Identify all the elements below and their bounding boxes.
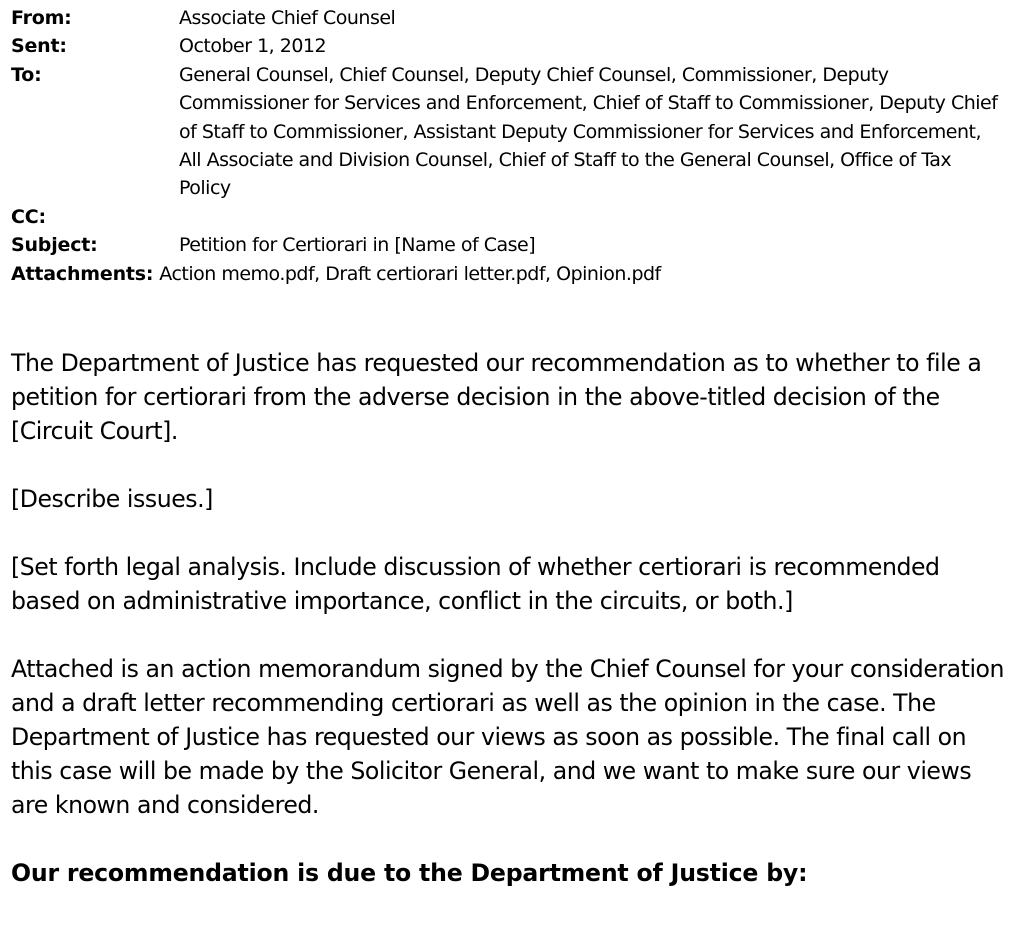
- cc-row: [11, 203, 1006, 231]
- to-label: To:: [11, 63, 42, 86]
- due-date-line: Our recommendation is due to the Department of Justice by:: [11, 859, 808, 887]
- body-paragraph: Attached is an action memorandum signed by the Chief Counsel for your consideration and a draft letter recommending certiorari as well as the opinion in the case. The Department of Justice has requested our views as soon as possible. The final call on this case will be made by the Solicitor General, and we want to make sure our views are known and considered.: [11, 655, 1005, 819]
- sent-row: [11, 32, 1006, 60]
- to-value: General Counsel, Chief Counsel, Deputy Chief Counsel, Commissioner, Deputy Commissioner for Services and Enforcement, Chief of Staff to Commissioner, Deputy Chief of Staff to Commissioner, Assistant Deputy Commissioner for Services and Enforcement, All Associate and Division Counsel, Chief of Staff to the General Counsel, Office of Tax Policy: [179, 63, 998, 200]
- cc-label: CC:: [11, 205, 46, 228]
- attachments-value: Action memo.pdf, Draft certiorari letter.pdf, Opinion.pdf: [159, 262, 661, 285]
- attachments-label: Attachments:: [11, 262, 154, 285]
- from-label: From:: [11, 7, 72, 29]
- message-body: [11, 346, 1006, 890]
- sent-label: Sent:: [11, 35, 67, 58]
- to-row: [11, 61, 1006, 203]
- email-header: [11, 4, 1006, 288]
- attachments-row: [11, 260, 1006, 288]
- sent-value: October 1, 2012: [179, 35, 327, 58]
- body-paragraph: [Describe issues.]: [11, 485, 213, 513]
- from-value: Associate Chief Counsel: [179, 7, 396, 29]
- from-row: [11, 4, 1006, 32]
- body-paragraph: The Department of Justice has requested our recommendation as to whether to file a petition for certiorari from the adverse decision in the above-titled decision of the [Circuit Court].: [11, 349, 982, 445]
- body-paragraph: [Set forth legal analysis. Include discussion of whether certiorari is recommended based on administrative importance, conflict in the circuits, or both.]: [11, 553, 940, 615]
- subject-label: Subject:: [11, 234, 98, 257]
- subject-value: Petition for Certiorari in [Name of Case]: [179, 234, 536, 257]
- subject-row: [11, 231, 1006, 259]
